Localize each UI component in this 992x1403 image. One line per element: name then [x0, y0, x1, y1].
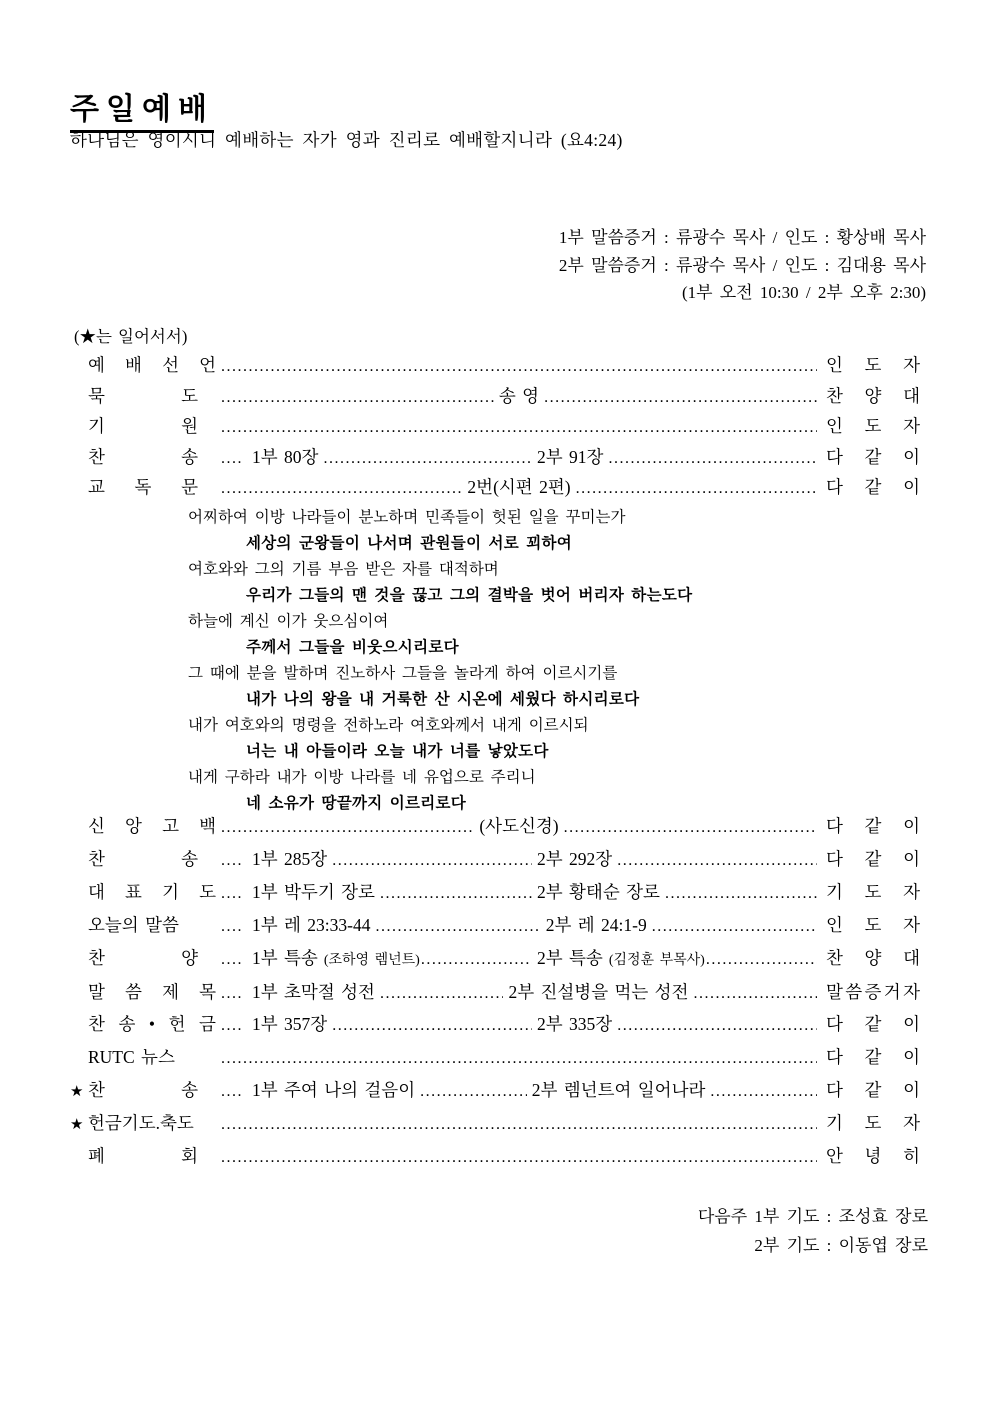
dotted-leader [617, 844, 817, 877]
dotted-leader: .... [221, 1083, 243, 1101]
order-item-text: 1부 80장 [252, 446, 319, 467]
dotted-leader [693, 977, 817, 1010]
order-item-role: 인 도 자 [826, 914, 920, 935]
order-item-role: 다 같 이 [826, 1047, 920, 1068]
order-row [70, 977, 920, 1010]
order-item-text: 2부 레 24:1-9 [545, 914, 647, 935]
order-item-text: 1부 박두기 장로 [252, 881, 375, 902]
order-item-label: 대 표 기 도 [88, 881, 216, 902]
reading-line-response: 세상의 군왕들이 나서며 관원들이 서로 꾀하여 [246, 535, 573, 552]
dotted-leader [221, 473, 462, 504]
order-item-role: 인 도 자 [826, 416, 920, 437]
dotted-leader [576, 473, 817, 504]
order-item-detail [221, 473, 817, 504]
order-item-detail [221, 943, 817, 977]
order-row [70, 811, 920, 844]
star-icon: ★ [70, 1117, 84, 1134]
order-item-role: 찬 양 대 [826, 947, 920, 968]
order-of-service-part2 [70, 811, 920, 1174]
dotted-leader: .... [221, 884, 243, 902]
order-item-label: 폐 회 [88, 1146, 198, 1167]
order-item-role: 말 씀 증 거 자 [826, 981, 920, 1002]
order-item-role: 다 같 이 [826, 477, 920, 498]
order-item-label: 예 배 선 언 [88, 355, 216, 375]
order-row [70, 382, 920, 413]
order-item-role: 다 같 이 [826, 446, 920, 467]
order-item-detail [221, 877, 817, 910]
order-item-label: 교 독 문 [88, 477, 198, 498]
dotted-leader [221, 351, 817, 382]
order-item-text: 1부 285장 [252, 848, 328, 869]
order-item-text: (사도신경) [479, 816, 559, 836]
dotted-leader: .... [221, 984, 243, 1002]
order-item-text: 1부 특송 [252, 947, 318, 968]
order-item-detail [221, 412, 817, 443]
order-row [70, 1042, 920, 1075]
reading-line-response: 네 소유가 땅끝까지 이르리로다 [246, 795, 467, 812]
order-item-text: 2부 335장 [537, 1014, 613, 1035]
dotted-leader [544, 382, 817, 413]
dotted-leader [608, 443, 817, 474]
order-item-text: 1부 초막절 성전 [252, 981, 375, 1002]
dotted-leader [376, 910, 541, 943]
dotted-leader [221, 412, 817, 443]
service-info-line2: 2부 말씀증거 : 류광수 목사 / 인도 : 김대용 목사 [558, 255, 926, 275]
dotted-leader [420, 1075, 527, 1108]
order-item-role: 기 도 자 [826, 881, 920, 902]
order-item-role: 다 같 이 [826, 1080, 920, 1101]
dotted-leader [706, 943, 817, 976]
order-item-label: 기 원 [88, 416, 198, 437]
dotted-leader [221, 1042, 817, 1075]
dotted-leader [617, 1009, 817, 1042]
reading-line-call: 그 때에 분을 발하며 진노하사 그들을 놀라게 하여 이르시기를 [188, 665, 618, 682]
order-item-label: 찬 송 • 헌 금 [88, 1014, 216, 1035]
order-item-text: 1부 357장 [252, 1014, 328, 1035]
dotted-leader: .... [221, 1017, 243, 1035]
order-item-text: 1부 주여 나의 걸음이 [252, 1080, 416, 1101]
dotted-leader [221, 1141, 817, 1174]
order-item-text: 2부 292장 [537, 848, 613, 869]
dotted-leader [652, 910, 817, 943]
order-item-text: 1부 레 23:33-44 [252, 914, 371, 935]
order-item-label: 말 씀 제 목 [88, 981, 216, 1002]
order-item-label: 오늘의 말씀 [88, 914, 179, 935]
order-item-text: 2부 렘넌트여 일어나라 [531, 1080, 706, 1101]
order-row [70, 351, 920, 382]
dotted-leader [221, 382, 494, 413]
next-week-prayer-line2: 2부 기도 : 이동엽 장로 [754, 1235, 928, 1255]
order-item-label: 찬 송 [88, 848, 198, 869]
order-item-label: 신 앙 고 백 [88, 816, 216, 836]
order-item-detail [221, 382, 817, 413]
order-row [70, 473, 920, 504]
order-item-text: 2부 황태순 장로 [537, 881, 660, 902]
order-row [70, 910, 920, 943]
order-row [70, 1009, 920, 1042]
dotted-leader [332, 1009, 532, 1042]
order-row [70, 877, 920, 910]
dotted-leader: .... [221, 950, 243, 968]
reading-line-call: 어찌하여 이방 나라들이 분노하며 민족들이 헛된 일을 꾸미는가 [188, 509, 626, 526]
reading-line-response: 내가 나의 왕을 내 거룩한 산 시온에 세웠다 하시리로다 [246, 691, 640, 708]
order-item-detail [221, 351, 817, 382]
reading-line-response: 주께서 그들을 비웃으시리로다 [246, 639, 459, 656]
order-row [70, 1141, 920, 1174]
order-row [70, 412, 920, 443]
dotted-leader [380, 877, 532, 910]
order-row [70, 1108, 920, 1141]
next-week-prayer-line1: 다음주 1부 기도 : 조성효 장로 [697, 1207, 928, 1226]
reading-line-call: 하늘에 계신 이가 웃으심이여 [188, 613, 389, 630]
stand-note: (★는 일어서서) [74, 327, 188, 346]
dotted-leader [421, 943, 532, 976]
order-item-text: 송 영 [498, 385, 540, 406]
dotted-leader [221, 811, 474, 844]
dotted-leader [710, 1075, 817, 1108]
order-item-detail [221, 1108, 817, 1141]
order-item-role: 다 같 이 [826, 816, 920, 836]
order-row [70, 443, 920, 474]
order-item-label: RUTC 뉴스 [88, 1047, 175, 1068]
dotted-leader [665, 877, 817, 910]
order-item-role: 찬 양 대 [826, 385, 920, 406]
order-of-service-part1 [70, 351, 920, 504]
order-item-label: 찬 양 [88, 947, 198, 968]
order-item-detail [221, 1042, 817, 1075]
order-item-role: 기 도 자 [826, 1113, 920, 1134]
order-row [70, 943, 920, 977]
star-icon: ★ [70, 1084, 84, 1101]
order-item-role: 다 같 이 [826, 848, 920, 869]
service-info-block [559, 224, 926, 307]
dotted-leader [323, 443, 532, 474]
order-item-text: 2번(시편 2편) [467, 477, 571, 498]
dotted-leader: .... [221, 851, 243, 869]
next-week-prayer-block [698, 1203, 928, 1260]
order-item-detail [221, 1009, 817, 1042]
reading-line-call: 내게 구하라 내가 이방 나라를 네 유업으로 주리니 [188, 769, 536, 786]
order-row [70, 1075, 920, 1108]
page-subtitle: 하나님은 영이시니 예배하는 자가 영과 진리로 예배할지니라 (요4:24) [70, 130, 623, 150]
reading-line-call: 여호와와 그의 기름 부음 받은 자를 대적하며 [188, 561, 499, 578]
service-info-line1: 1부 말씀증거 : 류광수 목사 / 인도 : 황상배 목사 [558, 228, 926, 247]
dotted-leader: .... [221, 917, 243, 935]
reading-line-response: 우리가 그들의 맨 것을 끊고 그의 결박을 벗어 버리자 하는도다 [246, 587, 693, 604]
order-item-text: (조하영 렘넌트) [323, 952, 420, 968]
order-item-text: (김정훈 부목사) [608, 952, 705, 968]
order-item-role: 다 같 이 [826, 1014, 920, 1035]
order-item-text: 2부 특송 [537, 947, 603, 968]
service-info-times: (1부 오전 10:30 / 2부 오후 2:30) [681, 283, 926, 302]
order-item-role: 안 녕 히 [826, 1146, 920, 1167]
reading-line-call: 내가 여호와의 명령을 전하노라 여호와께서 내게 이르시되 [188, 717, 589, 734]
dotted-leader [380, 977, 504, 1010]
order-item-text: 2부 91장 [537, 446, 604, 467]
dotted-leader: .... [221, 449, 243, 467]
order-item-label: 찬 송 [88, 446, 198, 467]
order-item-detail [221, 910, 817, 943]
order-item-detail [221, 1141, 817, 1174]
dotted-leader [564, 811, 817, 844]
order-item-detail [221, 443, 817, 474]
dotted-leader [221, 1108, 817, 1141]
order-item-detail [221, 844, 817, 877]
order-item-label: 헌금기도.축도 [88, 1113, 194, 1134]
dotted-leader [332, 844, 532, 877]
order-item-detail [221, 1075, 817, 1108]
reading-line-response: 너는 내 아들이라 오늘 내가 너를 낳았도다 [246, 743, 549, 760]
order-item-text: 2부 진설병을 먹는 성전 [508, 981, 689, 1002]
order-item-label: 묵 도 [88, 385, 198, 406]
order-item-detail [221, 977, 817, 1010]
order-item-detail [221, 811, 817, 844]
order-row [70, 844, 920, 877]
order-item-role: 인 도 자 [826, 355, 920, 375]
page-title: 주일예배 [70, 84, 214, 133]
order-item-label: 찬 송 [88, 1080, 198, 1101]
responsive-reading-psalm2 [188, 505, 692, 817]
